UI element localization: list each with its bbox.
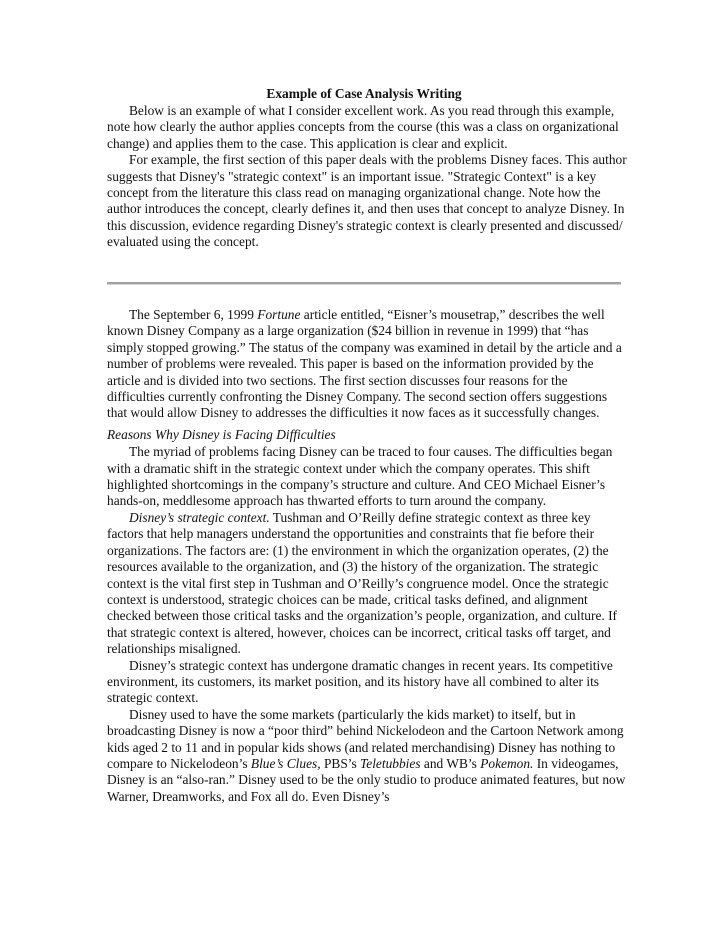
show-title: Blue’s Clues, (250, 755, 321, 771)
intro-paragraph-1: Below is an example of what I consider excellent work. As you read through this example, note how clearly the author applies concepts from the course (this was a class on organizational change) and applies them to the case. This application is clear and explicit. (107, 103, 619, 151)
essay-paragraph-4: Disney’s strategic context has undergone dramatic changes in recent years. Its competitive environment, its customers, its market position, and its history have all combined to alter its strategic context. (107, 657, 613, 706)
text-run: Tushman and O’Reilly define strategic context as three key factors that help managers understand the opportunities and constraints that fie before their organizations. The factors are: (1) the environment in which the organization operates, (2) the resources available to the organization, and (3) the history of the organization. The strategic context is the vital first step in Tushman and O’Reilly’s congruence model. Once the strategic context is understood, strategic choices can be made, critical tasks defined, and alignment checked between those critical tasks and the organization’s people, organization, and culture. If that strategic context is altered, however, choices can be incorrect, critical tasks off target, and relationships misaligned. (107, 509, 618, 657)
section-divider (107, 282, 621, 285)
text-run: and WB’s (420, 755, 481, 771)
publication-name: Fortune (257, 307, 301, 322)
text-run: In videogames, Disney is an “also-ran.” Disney used to be the only studio to produce animated features, but now Warner, Dreamworks, and Fox all do. Even Disney’s (107, 755, 626, 804)
essay-paragraph-2: The myriad of problems facing Disney can be traced to four causes. The difficulties began with a dramatic shift in the strategic context under which the company operates. This shift highlighted shortcomings in the company’s structure and culture. And CEO Michael Eisner’s hands-on, meddlesome approach has thwarted efforts to turn around the company. (107, 444, 613, 509)
show-title: Teletubbies (360, 755, 421, 771)
intro-paragraph-2: For example, the first section of this paper deals with the problems Disney faces. This author suggests that Disney's "strategic context" is an important issue. "Strategic Context" is a key concept from the literature this class read on managing organizational change. Note how the author introduces the concept, clearly defines it, and then uses that concept to analyze Disney. In this discussion, evidence regarding Disney's strategic context is clearly presented and discussed/ evaluated using the concept. (107, 152, 627, 250)
document-title: Example of Case Analysis Writing (266, 86, 462, 101)
text-run: article entitled, “Eisner’s mousetrap,” describes the well known Disney Company as a large organization ($24 billion in revenue in 1999) that “has simply stopped growing.” The status of the company was examined in detail by the article and a number of problems were revealed. This paper is based on the information provided by the article and is divided into two sections. The first section discusses four reasons for the difficulties currently confronting the Disney Company. The second section offers suggestions that would allow Disney to addresses the difficulties it now faces as it successfully changes. (107, 307, 622, 421)
essay-section (107, 307, 627, 805)
essay-paragraph-1 (107, 307, 627, 422)
text-run: The September 6, 1999 (129, 307, 258, 322)
section-heading: Reasons Why Disney is Facing Difficulties (107, 426, 336, 442)
text-run: Disney used to have the some markets (particularly the kids market) to itself, but in broadcasting Disney is now a “poor third” behind Nickelodeon and the Cartoon Network among kids aged 2 to 11 and in popular kids shows (and related merchandising) Disney has nothing to compare to Nickelodeon’s (107, 706, 624, 771)
essay-paragraph-3 (107, 510, 627, 658)
subsection-heading: Disney’s strategic context. (129, 509, 270, 525)
intro-section (107, 103, 627, 251)
show-title: Pokemon. (480, 755, 534, 771)
essay-paragraph-5 (107, 707, 627, 805)
text-run: PBS’s (320, 755, 361, 771)
